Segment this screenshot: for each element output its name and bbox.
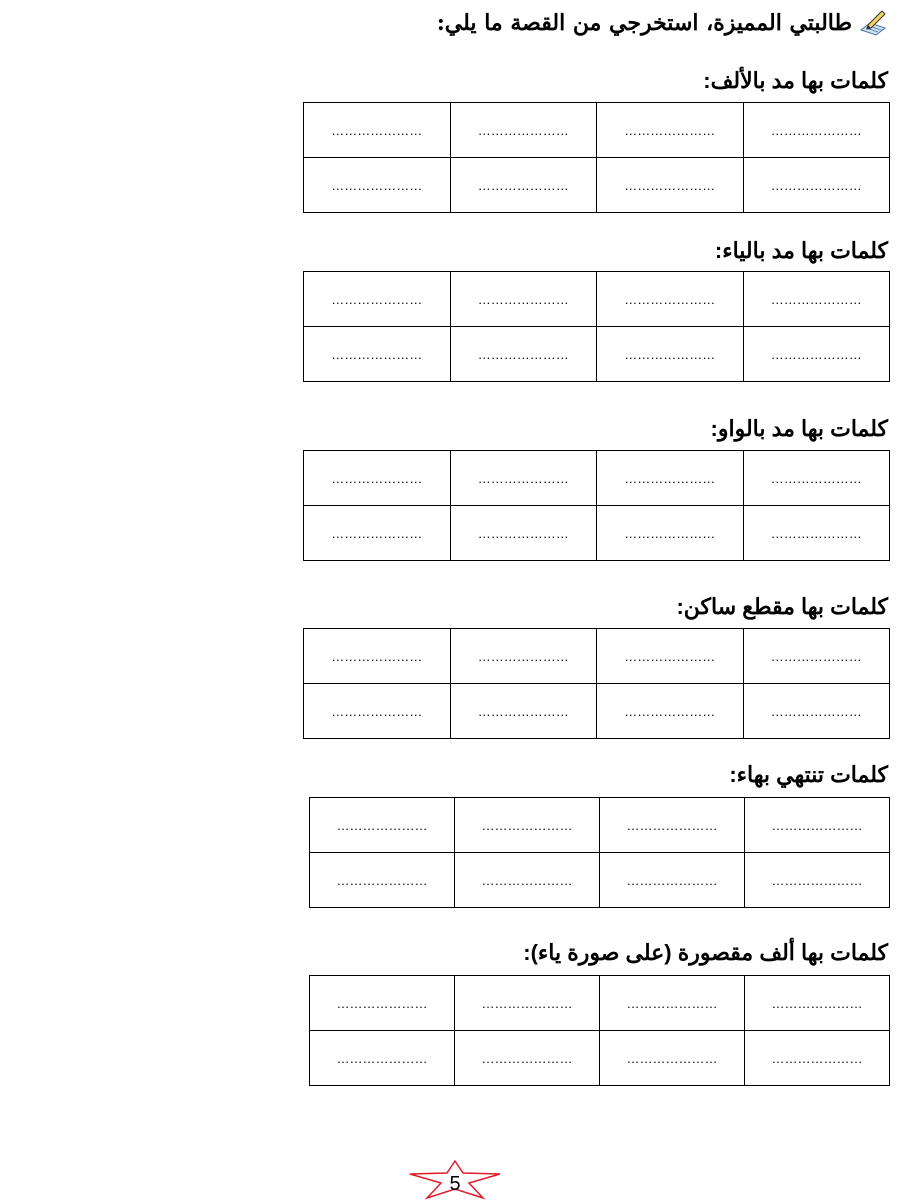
table-row [310, 853, 890, 908]
page-number [405, 1160, 505, 1200]
answer-cell[interactable]: ………………… [450, 629, 597, 684]
answer-cell[interactable]: ………………… [597, 327, 744, 382]
answer-cell[interactable]: ………………… [304, 158, 451, 213]
answer-cell[interactable]: ………………… [450, 103, 597, 158]
answer-cell[interactable]: ………………… [450, 506, 597, 561]
answer-cell[interactable]: ………………… [743, 158, 890, 213]
answer-cell[interactable]: ………………… [450, 451, 597, 506]
table-row [304, 158, 890, 213]
answer-cell[interactable]: ………………… [304, 272, 451, 327]
answer-cell[interactable]: ………………… [600, 976, 745, 1031]
answer-cell[interactable]: ………………… [304, 506, 451, 561]
answer-cell[interactable]: ………………… [745, 1031, 890, 1086]
answer-cell[interactable]: ………………… [304, 629, 451, 684]
answer-cell[interactable]: ………………… [597, 103, 744, 158]
page-title [437, 8, 888, 38]
answer-cell[interactable]: ………………… [450, 327, 597, 382]
answer-cell[interactable]: ………………… [745, 798, 890, 853]
answer-cell[interactable]: ………………… [455, 798, 600, 853]
answer-cell[interactable]: ………………… [310, 976, 455, 1031]
answer-cell[interactable]: ………………… [304, 103, 451, 158]
table-row [310, 976, 890, 1031]
section-heading: كلمات بها مد بالألف: [703, 68, 888, 93]
answer-cell[interactable]: ………………… [597, 506, 744, 561]
table-row [304, 272, 890, 327]
table-row [304, 506, 890, 561]
answer-cell[interactable]: ………………… [597, 451, 744, 506]
answer-cell[interactable]: ………………… [600, 1031, 745, 1086]
answer-cell[interactable]: ………………… [597, 684, 744, 739]
answer-cell[interactable]: ………………… [743, 103, 890, 158]
answer-cell[interactable]: ………………… [597, 629, 744, 684]
table-row [304, 451, 890, 506]
answer-cell[interactable]: ………………… [743, 629, 890, 684]
answer-cell[interactable]: ………………… [743, 506, 890, 561]
section-heading: كلمات بها ألف مقصورة (على صورة ياء): [523, 940, 888, 965]
answer-cell[interactable]: ………………… [310, 853, 455, 908]
table-row [304, 684, 890, 739]
answer-cell[interactable]: ………………… [304, 451, 451, 506]
table-row [304, 103, 890, 158]
table-row [304, 629, 890, 684]
answer-cell[interactable]: ………………… [304, 327, 451, 382]
section-heading: كلمات بها مقطع ساكن: [676, 594, 888, 619]
answer-cell[interactable]: ………………… [600, 798, 745, 853]
answer-table [309, 797, 890, 908]
answer-cell[interactable]: ………………… [450, 158, 597, 213]
table-row [310, 1031, 890, 1086]
answer-cell[interactable]: ………………… [304, 684, 451, 739]
section-heading: كلمات بها مد بالواو: [710, 416, 888, 441]
answer-cell[interactable]: ………………… [745, 976, 890, 1031]
answer-table [303, 450, 890, 561]
answer-table [303, 271, 890, 382]
answer-cell[interactable]: ………………… [450, 272, 597, 327]
section-heading: كلمات تنتهي بهاء: [729, 762, 888, 787]
answer-table [303, 628, 890, 739]
answer-table [309, 975, 890, 1086]
answer-table [303, 102, 890, 213]
answer-cell[interactable]: ………………… [600, 853, 745, 908]
answer-cell[interactable]: ………………… [743, 451, 890, 506]
answer-cell[interactable]: ………………… [745, 853, 890, 908]
page-title-text: طالبتي المميزة، استخرجي من القصة ما يلي: [436, 10, 852, 36]
answer-cell[interactable]: ………………… [743, 327, 890, 382]
section-heading: كلمات بها مد بالياء: [714, 238, 888, 263]
answer-cell[interactable]: ………………… [743, 272, 890, 327]
table-row [304, 327, 890, 382]
answer-cell[interactable]: ………………… [310, 798, 455, 853]
answer-cell[interactable]: ………………… [455, 1031, 600, 1086]
answer-cell[interactable]: ………………… [450, 684, 597, 739]
answer-cell[interactable]: ………………… [743, 684, 890, 739]
answer-cell[interactable]: ………………… [310, 1031, 455, 1086]
table-row [310, 798, 890, 853]
answer-cell[interactable]: ………………… [455, 976, 600, 1031]
pencil-paper-icon [858, 8, 888, 38]
answer-cell[interactable]: ………………… [455, 853, 600, 908]
answer-cell[interactable]: ………………… [597, 158, 744, 213]
answer-cell[interactable]: ………………… [597, 272, 744, 327]
page-number-text: 5 [449, 1173, 461, 1195]
